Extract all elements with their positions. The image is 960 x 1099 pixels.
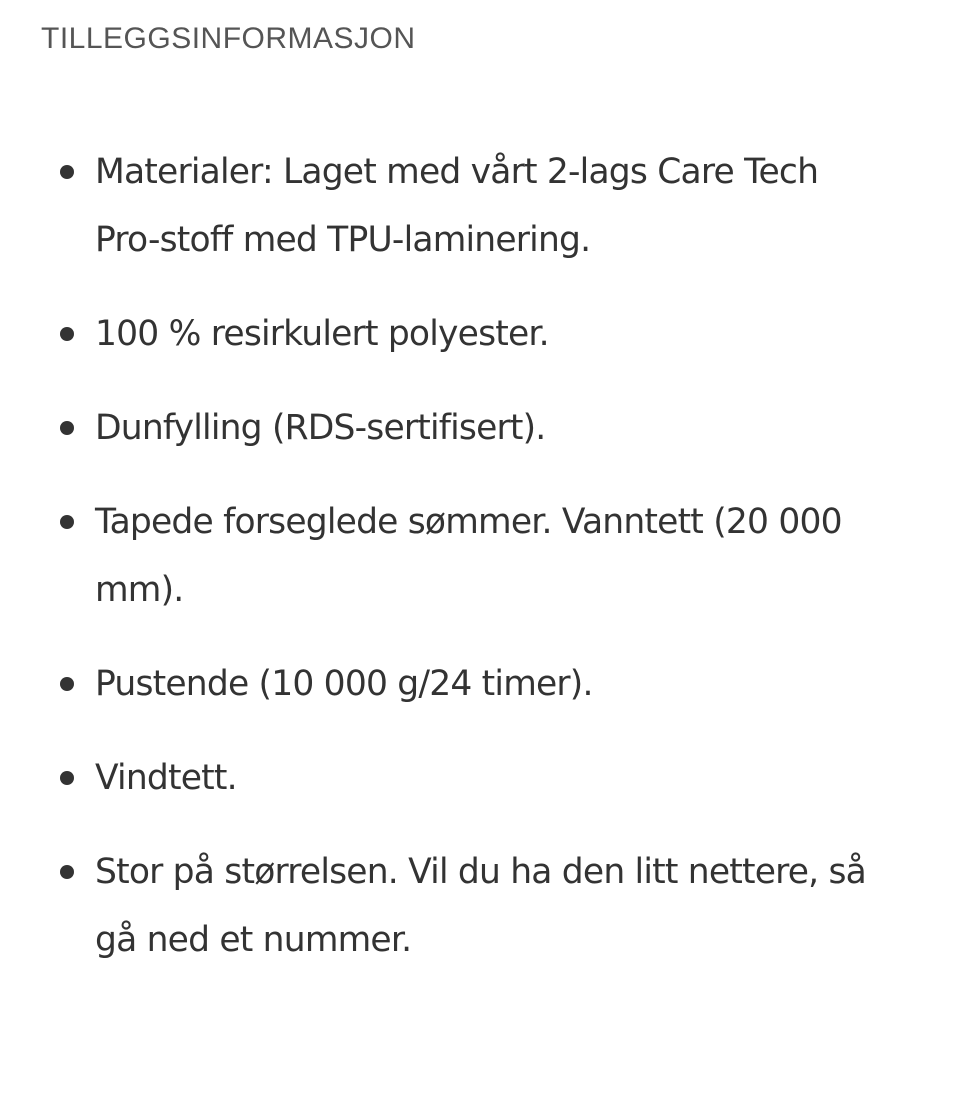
section-heading: TILLEGGSINFORMASJON <box>41 22 416 55</box>
list-item-text: Dunfylling (RDS-sertifisert). <box>95 408 546 448</box>
list-item-text: Vindtett. <box>95 758 237 798</box>
bullet-icon <box>60 515 74 529</box>
bullet-icon <box>60 771 74 785</box>
list-item-text: Pustende (10 000 g/24 timer). <box>95 664 593 704</box>
info-list <box>0 138 960 1000</box>
list-item <box>0 488 960 624</box>
bullet-icon <box>60 677 74 691</box>
list-item <box>0 138 960 274</box>
list-item-text: Materialer: Laget med vårt 2-lags Care Tech Pro-stoff med TPU-laminering. <box>95 152 819 260</box>
list-item <box>0 838 960 974</box>
bullet-icon <box>60 327 74 341</box>
list-item-text: Stor på størrelsen. Vil du ha den litt nettere, så gå ned et nummer. <box>95 852 867 960</box>
list-item <box>0 394 960 462</box>
list-item-text: 100 % resirkulert polyester. <box>95 314 549 354</box>
list-item <box>0 744 960 812</box>
bullet-icon <box>60 165 74 179</box>
list-item-text: Tapede forseglede sømmer. Vanntett (20 000 mm). <box>95 502 842 610</box>
bullet-icon <box>60 865 74 879</box>
list-item <box>0 300 960 368</box>
list-item <box>0 650 960 718</box>
bullet-icon <box>60 421 74 435</box>
